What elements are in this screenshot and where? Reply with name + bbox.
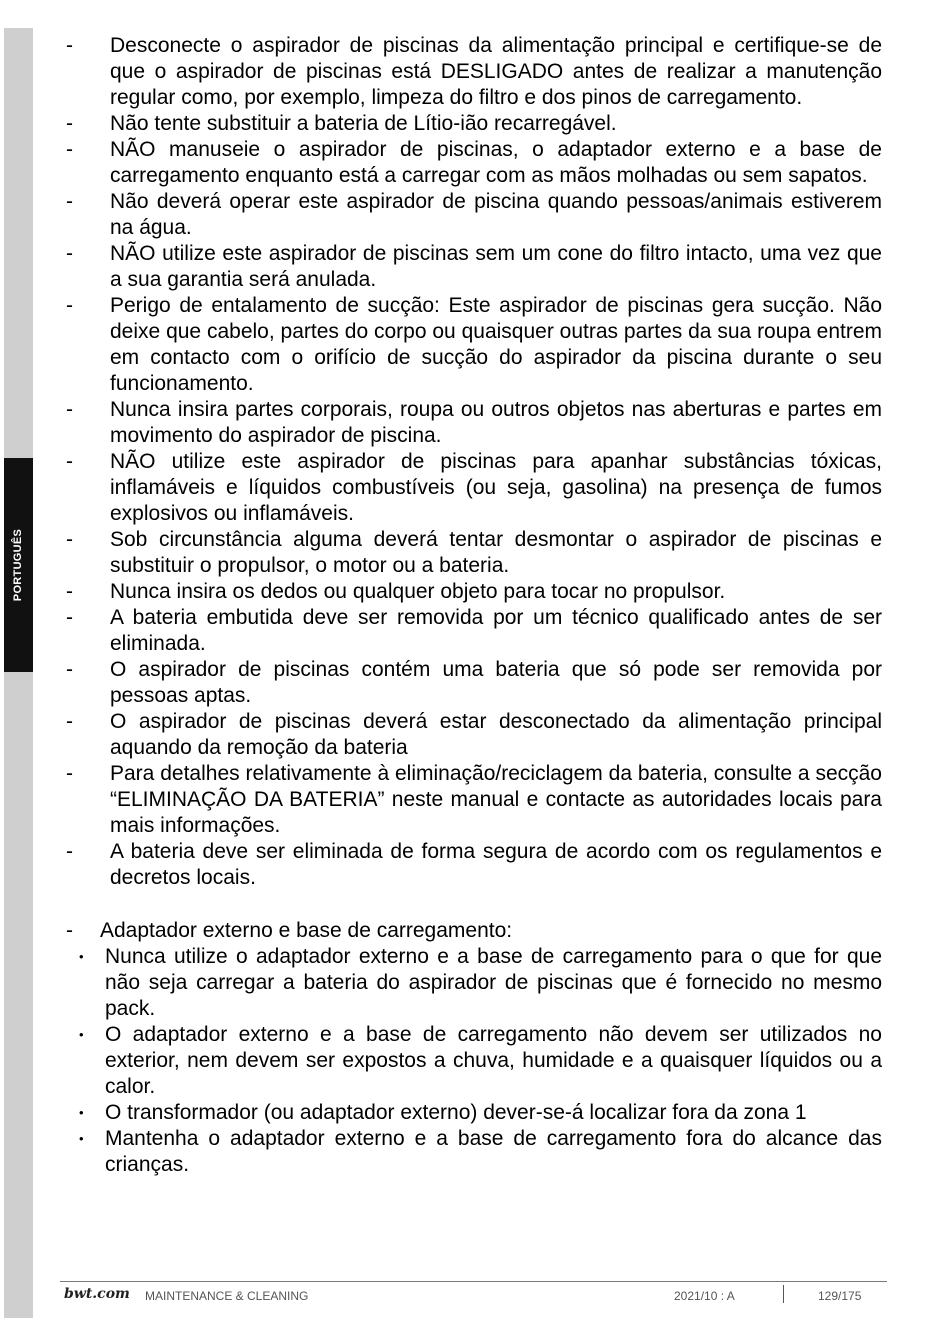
list-item-text: O aspirador de piscinas deverá estar desconectado da alimentação principal aquando da remoção da bateria — [110, 710, 882, 759]
list-item: - O aspirador de piscinas deverá estar desconectado da alimentação principal aquando da remoção da bateria — [66, 710, 882, 759]
subsection-heading: - Adaptador externo e base de carregamento: — [66, 919, 513, 942]
list-item: - Nunca insira os dedos ou qualquer objeto para tocar no propulsor. — [66, 580, 726, 603]
footer-date: 2021/10 : A — [674, 1289, 735, 1303]
list-item-text: A bateria deve ser eliminada de forma segura de acordo com os regulamentos e decretos locais. — [110, 840, 882, 889]
page-content — [66, 33, 882, 1178]
footer-separator — [783, 1285, 784, 1303]
list-item: - A bateria deve ser eliminada de forma segura de acordo com os regulamentos e decretos locais. — [66, 840, 882, 889]
bullet-item-text: Mantenha o adaptador externo e a base de carregamento fora do alcance das crianças. — [105, 1127, 882, 1176]
footer-section-title: MAINTENANCE & CLEANING — [145, 1289, 309, 1303]
bullet-icon: • — [79, 949, 84, 964]
subsection-heading-text: Adaptador externo e base de carregamento: — [100, 919, 513, 942]
bullet-item-text: Nunca utilize o adaptador externo e a base de carregamento para o que for que não seja carregar a bateria do aspirador de piscinas que é fornecido no mesmo pack. — [105, 945, 882, 1020]
list-item-text: Perigo de entalamento de sucção: Este aspirador de piscinas gera sucção. Não deixe que cabelo, partes do corpo ou quaisquer outras partes da sua roupa entrem em contacto com o orifício de sucção do aspirador da piscina durante o seu funcionamento. — [110, 294, 882, 395]
bullet-icon: • — [79, 1027, 84, 1042]
list-item: - Perigo de entalamento de sucção: Este aspirador de piscinas gera sucção. Não deixe que cabelo, partes do corpo ou quaisquer outras partes da sua roupa entrem em contacto com o orifício de sucção do aspirador da piscina durante o seu funcionamento. — [66, 294, 882, 395]
brand-logo: bwt.com — [64, 1286, 130, 1302]
list-item-text: O aspirador de piscinas contém uma bateria que só pode ser removida por pessoas aptas. — [110, 658, 882, 707]
list-item: - Não tente substituir a bateria de Lítio-ião recarregável. — [66, 112, 617, 135]
page-number: 129/175 — [818, 1289, 862, 1303]
list-item: - Nunca insira partes corporais, roupa ou outros objetos nas aberturas e partes em movimento do aspirador de piscina. — [66, 398, 882, 447]
list-item-text: Para detalhes relativamente à eliminação/reciclagem da bateria, consulte a secção “ELIMINAÇÃO DA BATERIA” neste manual e contacte as autoridades locais para mais informações. — [110, 762, 882, 837]
bullet-item — [66, 944, 882, 1022]
list-item: - NÃO utilize este aspirador de piscinas sem um cone do filtro intacto, uma vez que a sua garantia será anulada. — [66, 242, 882, 291]
spacer — [66, 891, 882, 918]
list-item-text: NÃO utilize este aspirador de piscinas sem um cone do filtro intacto, uma vez que a sua garantia será anulada. — [110, 242, 882, 291]
bullet-item — [66, 1022, 882, 1100]
list-item-text: Não tente substituir a bateria de Lítio-ião recarregável. — [110, 112, 617, 135]
list-item: - NÃO manuseie o aspirador de piscinas, o adaptador externo e a base de carregamento enquanto está a carregar com as mãos molhadas ou sem sapatos. — [66, 138, 882, 187]
bullet-item-text: O transformador (ou adaptador externo) dever-se-á localizar fora da zona 1 — [105, 1101, 807, 1124]
bullet-item — [66, 1100, 882, 1126]
list-item: - Para detalhes relativamente à eliminação/reciclagem da bateria, consulte a secção “ELIMINAÇÃO DA BATERIA” neste manual e contacte as autoridades locais para mais informações. — [66, 762, 882, 837]
list-item: - A bateria embutida deve ser removida por um técnico qualificado antes de ser eliminada. — [66, 606, 882, 655]
page-footer — [60, 1288, 887, 1306]
bullet-item-text: O adaptador externo e a base de carregamento não devem ser utilizados no exterior, nem devem ser expostos a chuva, humidade e a quaisquer líquidos ou a calor. — [105, 1023, 882, 1098]
bullet-icon: • — [79, 1105, 84, 1120]
list-item-text: Sob circunstância alguma deverá tentar desmontar o aspirador de piscinas e substituir o propulsor, o motor ou a bateria. — [110, 528, 882, 577]
list-item-text: A bateria embutida deve ser removida por um técnico qualificado antes de ser eliminada. — [110, 606, 882, 655]
language-tab-label: PORTUGUÊS — [12, 528, 24, 602]
side-tab-background — [4, 28, 33, 1318]
list-item: - Não deverá operar este aspirador de piscina quando pessoas/animais estiverem na água. — [66, 190, 882, 239]
list-item: - O aspirador de piscinas contém uma bateria que só pode ser removida por pessoas aptas. — [66, 658, 882, 707]
list-item-text: Não deverá operar este aspirador de piscina quando pessoas/animais estiverem na água. — [110, 190, 882, 239]
list-item-text: Desconecte o aspirador de piscinas da alimentação principal e certifique-se de que o aspirador de piscinas está DESLIGADO antes de realizar a manutenção regular como, por exemplo, limpeza do filtro e dos pinos de carregamento. — [110, 34, 882, 109]
footer-divider — [60, 1281, 887, 1282]
list-item-text: Nunca insira os dedos ou qualquer objeto para tocar no propulsor. — [110, 580, 726, 603]
list-item: - NÃO utilize este aspirador de piscinas para apanhar substâncias tóxicas, inflamáveis e líquidos combustíveis (ou seja, gasolina) na presença de fumos explosivos ou inflamáveis. — [66, 450, 882, 525]
bullet-icon: • — [79, 1131, 84, 1146]
list-item: - Desconecte o aspirador de piscinas da alimentação principal e certifique-se de que o aspirador de piscinas está DESLIGADO antes de realizar a manutenção regular como, por exemplo, limpeza do filtro e dos pinos de carregamento. — [66, 34, 882, 109]
list-item-text: NÃO utilize este aspirador de piscinas para apanhar substâncias tóxicas, inflamáveis e líquidos combustíveis (ou seja, gasolina) na presença de fumos explosivos ou inflamáveis. — [110, 450, 882, 525]
list-item-text: Nunca insira partes corporais, roupa ou outros objetos nas aberturas e partes em movimento do aspirador de piscina. — [110, 398, 882, 447]
list-item: - Sob circunstância alguma deverá tentar desmontar o aspirador de piscinas e substituir o propulsor, o motor ou a bateria. — [66, 528, 882, 577]
list-item-text: NÃO manuseie o aspirador de piscinas, o adaptador externo e a base de carregamento enquanto está a carregar com as mãos molhadas ou sem sapatos. — [110, 138, 882, 187]
bullet-item — [66, 1126, 882, 1178]
